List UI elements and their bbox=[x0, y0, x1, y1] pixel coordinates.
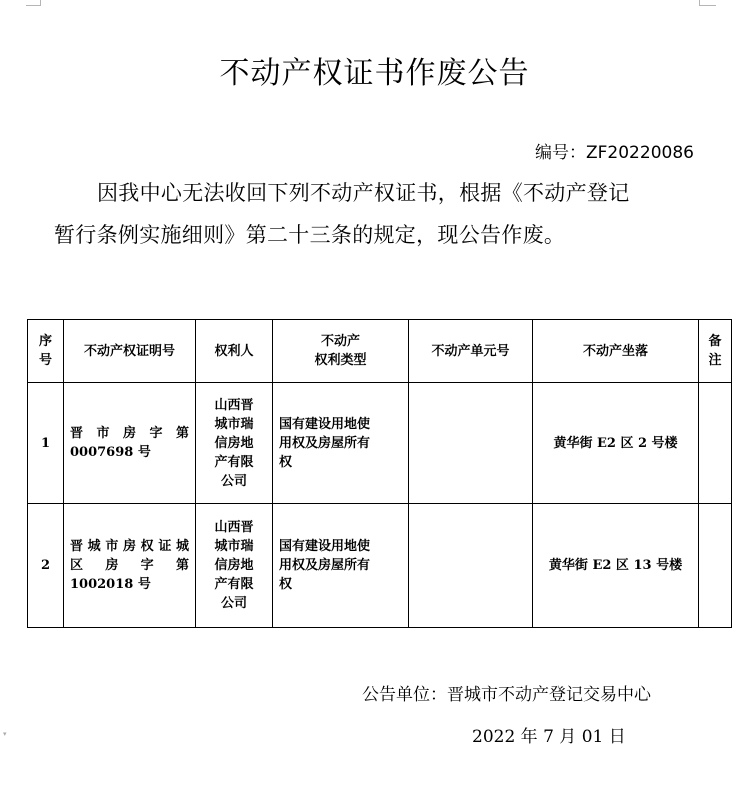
cell-location: 黄华街 E2 区 13 号楼 bbox=[533, 504, 699, 628]
cell-cert-no: 晋市房字第 0007698 号 bbox=[64, 383, 196, 504]
cell-remark bbox=[699, 504, 732, 628]
cell-unit-no bbox=[409, 383, 533, 504]
table-row bbox=[28, 383, 732, 504]
document-number: 编号：ZF20220086 bbox=[535, 143, 694, 163]
cell-owner: 山西晋 城市瑞 信房地 产有限 公司 bbox=[196, 504, 273, 628]
cell-remark bbox=[699, 383, 732, 504]
margin-marker-icon: ▾ bbox=[3, 730, 7, 738]
cell-seq: 1 bbox=[28, 383, 64, 504]
header-seq: 序 号 bbox=[28, 320, 64, 383]
page-title: 不动产权证书作废公告 bbox=[219, 56, 530, 91]
page-corner-mark-right bbox=[699, 0, 716, 6]
header-unit-no: 不动产单元号 bbox=[409, 320, 533, 383]
cell-right-type: 国有建设用地使 用权及房屋所有 权 bbox=[273, 504, 409, 628]
cell-cert-no: 晋城市房权证城 区房字第 1002018 号 bbox=[64, 504, 196, 628]
announcer-unit: 公告单位：晋城市不动产登记交易中心 bbox=[362, 685, 651, 705]
page-corner-mark-left bbox=[26, 0, 41, 6]
cell-seq: 2 bbox=[28, 504, 64, 628]
cell-location: 黄华街 E2 区 2 号楼 bbox=[533, 383, 699, 504]
cell-right-type: 国有建设用地使 用权及房屋所有 权 bbox=[273, 383, 409, 504]
certificate-table bbox=[27, 319, 732, 628]
table-row bbox=[28, 504, 732, 628]
header-owner: 权利人 bbox=[196, 320, 273, 383]
cell-owner: 山西晋 城市瑞 信房地 产有限 公司 bbox=[196, 383, 273, 504]
body-paragraph-line-2: 暂行条例实施细则》第二十三条的规定，现公告作废。 bbox=[54, 223, 566, 247]
table-header-row bbox=[28, 320, 732, 383]
header-cert-no: 不动产权证明号 bbox=[64, 320, 196, 383]
cell-unit-no bbox=[409, 504, 533, 628]
announcement-date: 2022 年 7 月 01 日 bbox=[472, 727, 626, 747]
header-location: 不动产坐落 bbox=[533, 320, 699, 383]
header-right-type: 不动产 权利类型 bbox=[273, 320, 409, 383]
body-paragraph-line-1: 因我中心无法收回下列不动产权证书，根据《不动产登记 bbox=[97, 181, 630, 205]
header-remark: 备 注 bbox=[699, 320, 732, 383]
